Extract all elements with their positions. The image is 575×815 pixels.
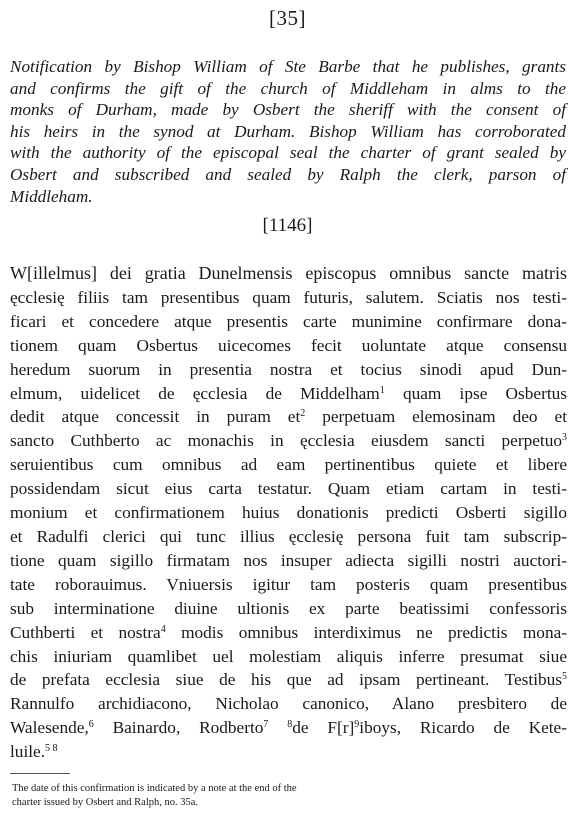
footnote-marker: 5 8 <box>45 743 58 755</box>
footnote-marker: 6 <box>88 719 94 731</box>
charter-text-run: luile. <box>10 742 46 762</box>
charter-text-run: tionem quam Osbertus uicecomes fecit uoluntate atque consensu <box>10 335 567 355</box>
charter-text-run: monium et confirmationem huius donationis predicti Osberti sigillo <box>10 503 567 523</box>
footnote-rule <box>10 773 70 774</box>
charter-line <box>10 429 567 453</box>
charter-line <box>10 382 567 406</box>
charter-line <box>10 668 567 692</box>
summary-line: his heirs in the synod at Durham. Bishop William has corroborated <box>10 121 566 141</box>
charter-line <box>10 692 567 716</box>
charter-text-run: iboys, Ricardo de Kete- <box>359 718 567 738</box>
charter-text-run: possidendam sicut eius carta testatur. Quam etiam cartam in testi- <box>10 479 567 499</box>
charter-line <box>10 525 567 549</box>
summary-line: Osbert and subscribed and sealed by Ralph the clerk, parson of <box>10 164 566 184</box>
footnote-marker: 7 <box>263 719 269 731</box>
charter-text-run: de prefata ecclesia siue de his que ad ipsam pertineant. Testibus <box>10 670 562 690</box>
charter-line <box>10 597 567 621</box>
footnote <box>12 782 412 809</box>
charter-date: [1146] <box>262 215 313 236</box>
footnote-line: charter issued by Osbert and Ralph, no. 35a. <box>12 796 199 808</box>
charter-text-run: quam ipse Osbertus <box>384 383 567 403</box>
charter-line <box>10 405 567 429</box>
charter-text-run: Cuthberti et nostra <box>10 622 161 642</box>
summary-line: monks of Durham, made by Osbert the sheriff with the consent of <box>10 100 566 120</box>
charter-text-run: elmum, uidelicet de ęcclesia de Middelham <box>10 383 380 403</box>
footnote-line: The date of this confirmation is indicated by a note at the end of the <box>12 783 297 794</box>
charter-line <box>10 310 567 334</box>
charter-line <box>10 716 567 740</box>
charter-line <box>10 453 567 477</box>
charter-line <box>10 334 567 358</box>
page-number: [35] <box>269 6 306 30</box>
footnote-marker: 1 <box>379 384 385 396</box>
charter-text-run: Bainardo, Rodberto <box>93 718 264 738</box>
charter-text-run: Rannulfo archidiacono, Nicholao canonico, Alano presbitero de <box>10 694 567 714</box>
charter-text-run: dedit atque concessit in puram et <box>10 407 301 427</box>
charter-line <box>10 477 567 501</box>
footnote-marker: 2 <box>300 408 306 420</box>
footnote-marker: 8 <box>287 719 293 731</box>
charter-text-run: sancto Cuthberto ac monachis in ęcclesia eiusdem sancti perpetuo <box>10 431 562 451</box>
charter-summary <box>10 56 566 207</box>
footnote-marker: 4 <box>160 623 166 635</box>
charter-text-run: de F[r] <box>292 718 355 738</box>
charter-text-run: modis omnibus interdiximus ne predictis mona- <box>165 622 568 642</box>
summary-line: and confirms the gift of the church of Middleham in alms to the <box>10 78 566 98</box>
charter-line <box>10 645 567 669</box>
charter-text-run: chis iniuriam quamlibet uel molestiam aliquis inferre presumat siue <box>10 646 567 666</box>
footnote-marker: 5 <box>562 671 567 683</box>
charter-line <box>10 740 567 764</box>
footnote-marker: 3 <box>562 432 567 444</box>
summary-line: Middleham. <box>10 186 93 206</box>
charter-text <box>10 262 567 764</box>
charter-line <box>10 501 567 525</box>
charter-text-run <box>268 718 287 737</box>
charter-line <box>10 286 567 310</box>
charter-text-run: ficari et concedere atque presentis carte munimine confirmare dona- <box>10 311 567 331</box>
charter-text-run: seruientibus cum omnibus ad eam pertinentibus quiete et libere <box>10 455 567 475</box>
charter-text-run: tate roborauimus. Vniuersis igitur tam posteris quam presentibus <box>10 574 567 594</box>
charter-text-run: heredum suorum in presentia nostra et tocius sinodi apud Dun- <box>10 359 567 379</box>
footnote-marker: 9 <box>354 719 360 731</box>
charter-line <box>10 358 567 382</box>
charter-line <box>10 573 567 597</box>
charter-text-run: et Radulfi clerici qui tunc illius ęcclesię persona fuit tam subscrip- <box>10 526 567 546</box>
summary-line: with the authority of the episcopal seal the charter of grant sealed by <box>10 143 566 163</box>
charter-line <box>10 621 567 645</box>
charter-text-run: sub interminatione diuine ultionis ex parte beatissimi confessoris <box>10 598 567 618</box>
charter-text-run: ęcclesię filiis tam presentibus quam futuris, salutem. Sciatis nos testi- <box>10 287 567 307</box>
summary-line: Notification by Bishop William of Ste Barbe that he publishes, grants <box>10 57 566 76</box>
charter-line <box>10 262 567 286</box>
charter-line <box>10 549 567 573</box>
charter-text-run: Walesende, <box>10 718 89 738</box>
charter-text-run: tione quam sigillo firmatam nos insuper adiecta sigilli nostri auctori- <box>10 550 567 570</box>
charter-text-run: W[illelmus] dei gratia Dunelmensis episcopus omnibus sancte matris <box>10 263 567 283</box>
charter-text-run: perpetuam elemosinam deo et <box>305 407 567 427</box>
